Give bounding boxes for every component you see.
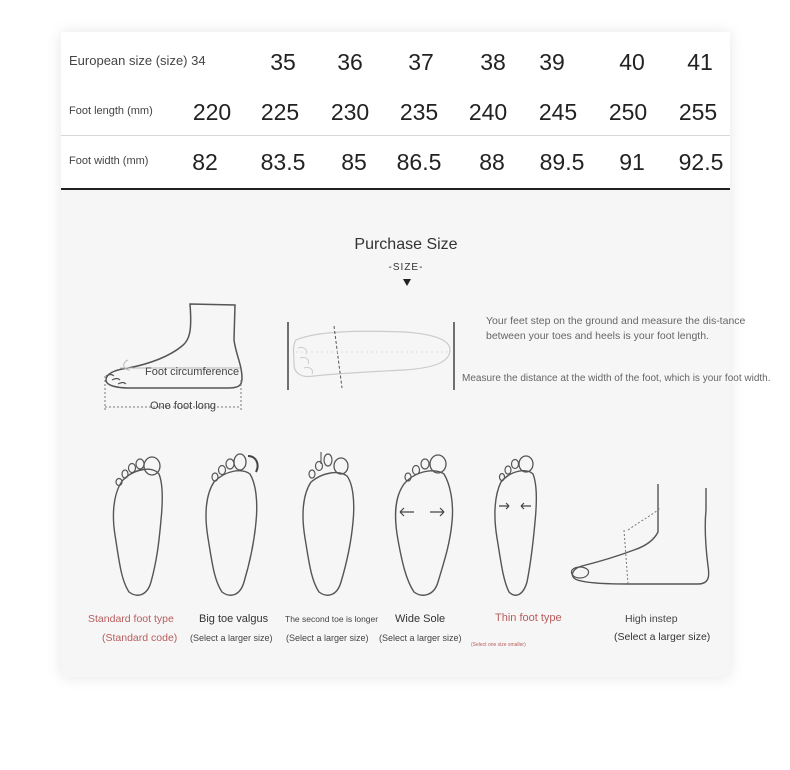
table-cell: 230 [330,99,370,125]
size-table [61,32,730,190]
foot-type-name: High instep [625,613,678,625]
high-instep-foot-icon [568,450,713,590]
one-foot-long-label: One foot long [150,400,217,412]
table-cell: 91 [619,149,645,175]
foot-type-advice: (Select a larger size) [190,633,273,643]
second-toe-longer-foot-icon [297,450,361,598]
table-cell: 250 [608,99,648,125]
foot-type-advice: (Select one size smaller) [471,642,526,648]
foot-width-note: Measure the distance at the width of the foot, which is your foot width. [462,373,771,384]
foot-length-note: Your feet step on the ground and measure the dis-tance between your toes and heels is your foot length. [486,315,746,342]
table-cell: 85 [341,149,367,175]
table-cell: 245 [538,99,578,125]
table-row-foot-length [61,86,730,136]
table-cell: 89.5 [539,149,585,175]
table-cell: 225 [260,99,300,125]
table-cell: 39 [539,49,565,75]
table-cell: 82 [192,149,218,175]
table-row-foot-width [61,136,730,186]
table-cell: 83.5 [260,149,306,175]
big-toe-valgus-foot-icon [200,450,264,598]
down-arrow-icon [403,279,411,286]
thin-foot-icon [489,450,545,598]
table-cell: 220 [192,99,232,125]
table-cell: 38 [480,49,506,75]
table-row-european-size [61,36,730,86]
row-label: Foot width (mm) [69,155,149,167]
foot-type-name: Standard foot type [88,613,174,625]
table-cell: 37 [408,49,434,75]
table-bottom-rule [61,188,730,190]
guide-subtitle: -SIZE- [388,262,424,273]
table-cell: 235 [399,99,439,125]
foot-type-name: The second toe is longer [285,614,379,624]
foot-type-advice: (Standard code) [102,632,178,644]
table-cell: 36 [337,49,363,75]
row-label: European size (size) 34 [69,53,206,68]
sole-width-illustration [284,318,459,393]
table-cell: 35 [270,49,296,75]
table-cell: 255 [678,99,718,125]
foot-type-name: Wide Sole [395,613,446,625]
table-cell: 41 [687,49,713,75]
side-foot-measure-illustration [100,300,250,415]
foot-type-advice: (Select a larger size) [379,633,462,643]
wide-sole-foot-icon [392,450,456,598]
foot-type-advice: (Select a larger size) [614,631,711,643]
table-cell: 92.5 [678,149,724,175]
foot-circumference-label: Foot circumference [145,366,240,378]
table-cell: 40 [619,49,645,75]
guide-title: Purchase Size [354,236,458,253]
table-cell: 88 [479,149,505,175]
row-label: Foot length (mm) [69,105,153,117]
standard-foot-icon [105,450,169,598]
foot-type-name: Thin foot type [495,612,562,624]
foot-type-name: Big toe valgus [199,613,269,625]
table-cell: 240 [468,99,508,125]
foot-type-advice: (Select a larger size) [286,633,369,643]
table-cell: 86.5 [396,149,442,175]
